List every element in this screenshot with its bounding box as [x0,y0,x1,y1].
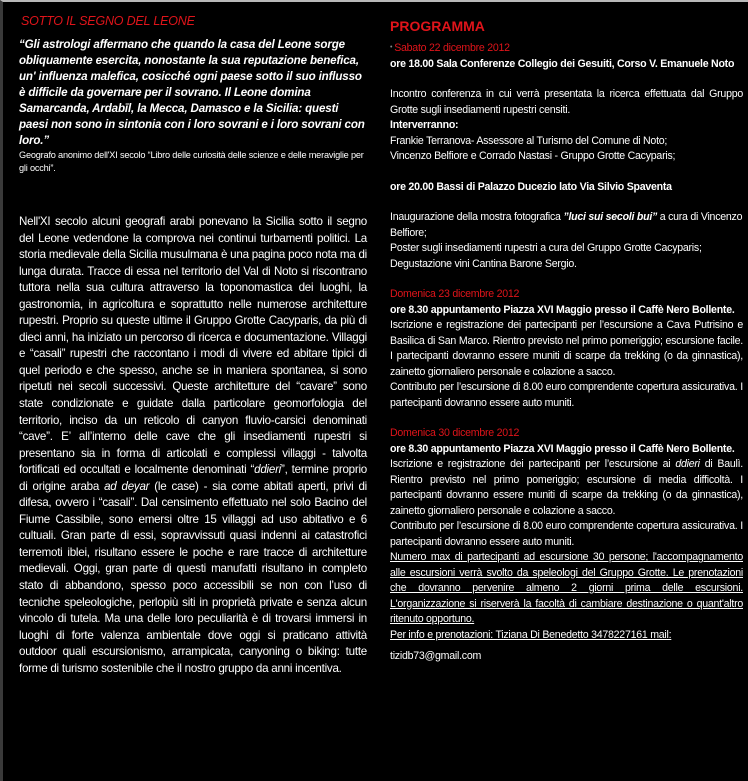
body-part-3: (le case) - sia come abitati aperti, privi di difesa, ovvero i “casali”. Dal censimento effettuato nel solo Bacino del Fiume Cassibile, sono emersi oltre 15 villaggi ad uso abitativo e 6 cultuali. Gran parte di essi, sopravvissuti quasi indenni ai catastrofici terremoti iblei, risultano essere le poche e rare tracce di architetture medievali. Oggi, gran parte di questi manufatti risultano in completo stato di abbandono, spesso poco accessibili se non con l’uso di tecniche speleologiche, perlopiù siti in proprietà private e senza alcun vincolo di tutela. Ma una delle loro peculiarità è di trovarsi immersi in luoghi di forte valenza ambientale dove oggi si praticano attività outdoor quali escursionismo, arrampicata, canyoning o biking: tutte forme di turismo sostenibile che il nostro gruppo da anni incentiva. [19,479,367,675]
section-title: SOTTO IL SEGNO DEL LEONE [21,14,195,28]
day1-event1-heading: ore 18.00 Sala Conferenze Collegio dei Gesuiti, Corso V. Emanuele Noto [390,57,735,70]
participation-notice: Numero max di partecipanti ad escursione 30 persone; l'accompagnamento alle escursioni verrà svolto da speleologi del Gruppo Grotte. Le prenotazioni che dovranno pervenire almeno 2 giorni prima delle escursioni. L'organizzazione si riserverà la facoltà di cambiare destinazione o quant'altro ritenuto opportuno. [390,551,743,625]
body-part-1: Nell'XI secolo alcuni geografi arabi ponevano la Sicilia sotto il segno del Leone vedendone la comprova nei continui turbamenti politici. La storia medievale della Sicilia musulmana è una pagina poco nota ma di lunga durata. Tracce di essa nel territorio del Val di Noto si riscontrano tuttora nella sua cultura attraverso la toponomastica dei luoghi, la gastronomia, in agricoltura e soprattutto nelle numerose architetture rupestri. Proprio su queste ultime il Gruppo Grotte Cacyparis, da più di dieci anni, ha iniziato un percorso di ricerca e documentazione. Villaggi e “casali” rupestri che raccontano i modi di vivere ed abitare tipici di quel periodo e che spesso, anche se in maniera spontanea, si sono ripetuti nei secoli successivi. Queste architetture del “cavare” sono state condizionate e guidate dalla particolare geomorfologia del territorio, inciso da un reticolo di canyon fluvio-carsici denominati “cave”. E’ all’interno delle cave che gli insediamenti rupestri si presentano sia in forma di articolati e complessi villaggi - talvolta fortificati ed occultati e localmente denominati “ [19,215,367,477]
left-column [17,14,367,677]
program-title: PROGRAMMA [390,18,485,34]
right-column [387,14,743,665]
term-ddieri: ddieri [254,463,282,477]
exhibit-pre: Inaugurazione della mostra fotografica [390,211,564,223]
exhibit-post: a cura di Vincenzo Belfiore; [390,211,743,239]
body-part-2: ”, termine proprio di origine araba [19,463,367,493]
day2-heading: ore 8.30 appuntamento Piazza XVI Maggio presso il Caffè Nero Bollente. [390,303,735,316]
exhibit-title: ”luci sui secoli bui” [563,211,658,223]
bullet-icon: • [390,44,393,51]
day1-event2-wine: Degustazione vini Cantina Barone Sergio. [390,257,577,270]
day3-desc [390,457,743,519]
day3-desc-post: di Baulì. Rientro previsto nel primo pomeriggio; escursione di media difficoltà. I partecipanti dovranno essere muniti di scarpe da trekking (o da ginnastica), zainetto giornaliero personale e colazione a sacco. [390,458,743,517]
day1-event2-exhibit [390,210,743,241]
intro-paragraph [19,214,367,677]
contact-info: Per info e prenotazioni: Tiziana Di Benedetto 3478227161 mail: [390,628,672,641]
day3-term-ddieri: ddieri [675,458,700,470]
day1-event1-desc: Incontro conferenza in cui verrà presentata la ricerca effettuata dal Gruppo Grotte sugli insediamenti rupestri censiti. [390,88,743,116]
day2-date: Domenica 23 dicembre 2012 [390,288,520,300]
day2-desc: Iscrizione e registrazione dei partecipanti per l’escursione a Cava Putrisino e Basilica di San Marco. Rientro previsto nel primo pomeriggio; escursione facile. I partecipanti dovranno essere muniti di scarpe da trekking (o da ginnastica), zainetto giornaliero personale e colazione a sacco. [390,319,743,378]
speaker-2: Vincenzo Belfiore e Corrado Nastasi - Gruppo Grotte Cacyparis; [390,150,676,162]
speakers-label: Interverranno: [390,119,459,131]
day3-desc-pre: Iscrizione e registrazione dei partecipanti per l’escursione ai [390,458,676,470]
speaker-1: Frankie Terranova- Assessore al Turismo del Comune di Noto; [390,134,668,147]
day1-event2-heading: ore 20.00 Bassi di Palazzo Ducezio lato Via Silvio Spaventa [390,180,672,193]
day3-fee: Contributo per l’escursione di 8.00 euro comprendente copertura assicurativa. I partecipanti dovranno essere auto muniti. [390,520,743,548]
day1-date [390,40,743,57]
day3-heading: ore 8.30 appuntamento Piazza XVI Maggio presso il Caffè Nero Bollente. [390,442,735,455]
day1-event2-poster: Poster sugli insediamenti rupestri a cura del Gruppo Grotte Cacyparis; [390,242,702,254]
term-ad-deyar: ad deyar [104,479,150,493]
day3-date: Domenica 30 dicembre 2012 [390,427,520,439]
contact-email[interactable]: tizidb73@gmail.com [390,650,482,662]
astrologer-quote: “Gli astrologi affermano che quando la casa del Leone sorge obliquamente esercita, nonostante la sua reputazione benefica, un' influenza malefica, cosicché ogni paese sotto il suo influsso è difficile da governare per il sovrano. Il Leone domina Samarcanda, Ardabīl, la Mecca, Damasco e la Sicilia: questi paesi non sono in sintonia con i loro sovrani e i loro sovrani con loro.” [19,38,365,147]
day2-fee: Contributo per l’escursione di 8.00 euro comprendente copertura assicurativa. I partecipanti dovranno essere auto muniti. [390,381,743,409]
day1-date-text: Sabato 22 dicembre 2012 [394,42,510,54]
quote-source: Geografo anonimo dell'XI secolo “Libro delle curiosità delle scienze e delle meraviglie per gli occhi”. [19,150,364,173]
